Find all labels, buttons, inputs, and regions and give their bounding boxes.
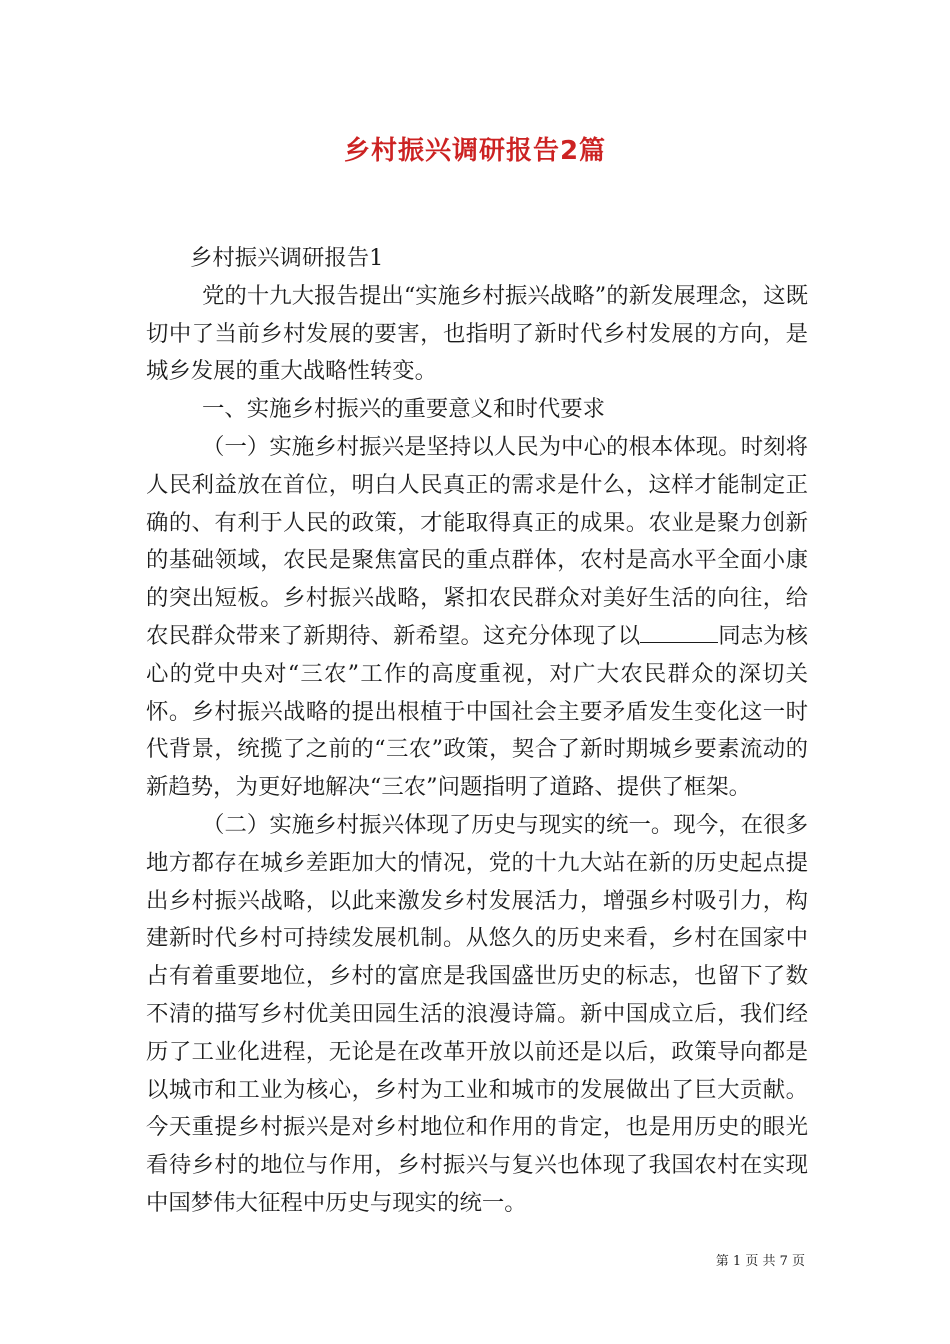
page-number: 第 1 页 共 7 页 [715, 1254, 805, 1269]
paragraph-one-part2: 同志为核心的党中央对“三农”工作的高度重视，对广大农民群众的深切关怀。乡村振兴战略的提出根植于中国社会主要矛盾发生变化这一时代背景，统揽了之前的“三农”政策，契合了新时期城乡要素流动的新趋势，为更好地解决“三农”问题指明了道路、提供了框架。 [146, 622, 809, 801]
report-subtitle: 乡村振兴调研报告1 [190, 245, 384, 271]
paragraph-one-part1: （一）实施乡村振兴是坚持以人民为中心的根本体现。时刻将人民利益放在首位，明白人民真正的需求是什么，这样才能制定正确的、有利于人民的政策，才能取得真正的成果。农业是聚力创新的基础领域，农民是聚焦富民的重点群体，农村是高水平全面小康的突出短板。乡村振兴战略，紧扣农民群众对美好生活的向往，给农民群众带来了新期待、新希望。这充分体现了以 [146, 433, 808, 649]
blank-underline [640, 622, 718, 643]
document-title: 乡村振兴调研报告2篇 [343, 136, 607, 166]
paragraph-one [146, 429, 808, 807]
paragraph-two: （二）实施乡村振兴体现了历史与现实的统一。现今，在很多地方都存在城乡差距加大的情况，党的十九大站在新的历史起点提出乡村振兴战略，以此来激发乡村发展活力，增强乡村吸引力，构建新时代乡村可持续发展机制。从悠久的历史来看，乡村在国家中占有着重要地位，乡村的富庶是我国盛世历史的标志，也留下了数不清的描写乡村优美田园生活的浪漫诗篇。新中国成立后，我们经历了工业化进程，无论是在改革开放以前还是以后，政策导向都是以城市和工业为核心，乡村为工业和城市的发展做出了巨大贡献。今天重提乡村振兴是对乡村地位和作用的肯定，也是用历史的眼光看待乡村的地位与作用，乡村振兴与复兴也体现了我国农村在实现中国梦伟大征程中历史与现实的统一。 [146, 811, 808, 1216]
section-heading: 一、实施乡村振兴的重要意义和时代要求 [202, 396, 606, 423]
document-body [146, 240, 808, 1223]
intro-paragraph: 党的十九大报告提出“实施乡村振兴战略”的新发展理念，这既切中了当前乡村发展的要害，也指明了新时代乡村发展的方向，是城乡发展的重大战略性转变。 [146, 282, 808, 385]
